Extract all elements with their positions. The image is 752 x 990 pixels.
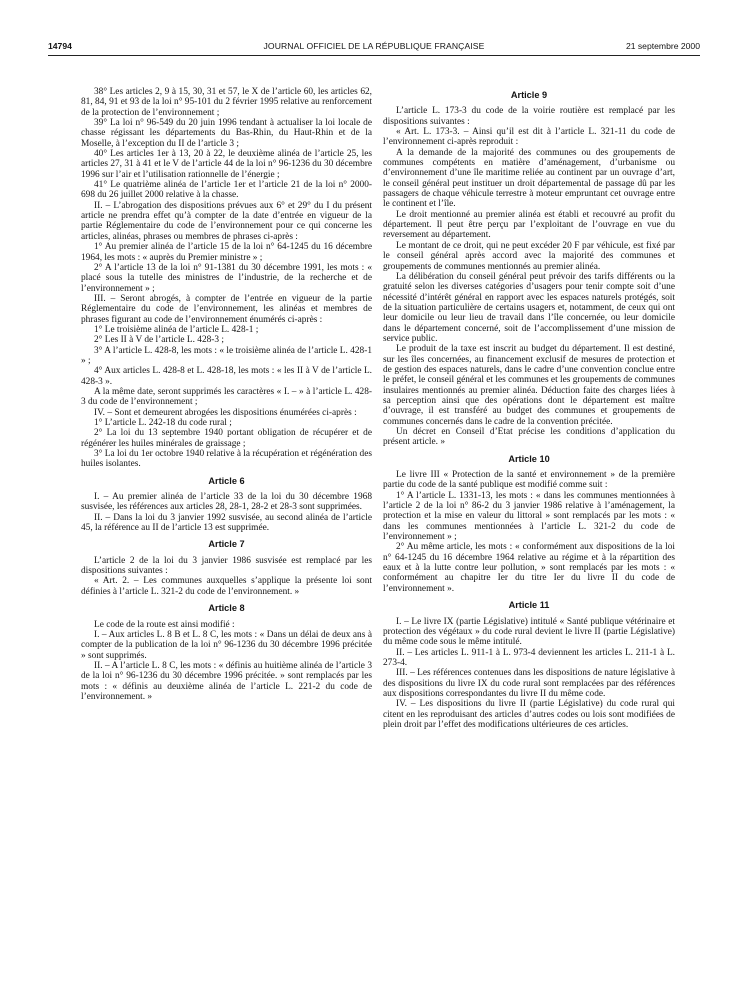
paragraph: II. – L’abrogation des dispositions prévues aux 6° et 29° du I du présent article ne prendra effet qu’à compter de la date d’entrée en vigueur de la partie Réglementaire du code de l’environnement pour ce qui concerne les articles, alinéas, phrases ou membres de phrases ci-après : bbox=[81, 200, 372, 242]
paragraph: 1° Le troisième alinéa de l’article L. 428-1 ; bbox=[94, 324, 259, 335]
paragraph: L’article L. 173-3 du code de la voirie routière est remplacé par les dispositions suivantes : bbox=[383, 106, 675, 127]
paragraph: A la demande de la majorité des communes ou des groupements de communes compétents en matière d’aménagement, d’urbanisme ou d’environnement d’une île maritime reliée au continent par un ouvrage d’art, le conseil général peut instituer un droit départemental de passage dû par les passagers de chaque véhicule terrestre à moteur empruntant cet ouvrage entre le continent et l’île. bbox=[383, 147, 675, 210]
paragraph: 1° L’article L. 242-18 du code rural ; bbox=[94, 418, 232, 428]
paragraph: « Art. 2. – Les communes auxquelles s’applique la présente loi sont définies à l’article L. 321-2 du code de l’environnement. » bbox=[81, 576, 372, 597]
paragraph: 39° La loi n° 96-549 du 20 juin 1996 tendant à actualiser la loi locale de chasse régissant les départements du Bas-Rhin, du Haut-Rhin et de la Moselle, à l’exception du II de l’article 3 ; bbox=[81, 118, 372, 149]
publication-date: 21 septembre 2000 bbox=[625, 41, 700, 51]
paragraph: 3° A l’article L. 428-8, les mots : « le troisième alinéa de l’article L. 428-1 » ; bbox=[81, 345, 372, 366]
paragraph: III. – Seront abrogés, à compter de l’entrée en vigueur de la partie Réglementaire du code de l’environnement, les alinéas et membres de phrases figurant au code de l’environnement énumérés ci-après : bbox=[81, 293, 372, 325]
right-column bbox=[383, 87, 675, 730]
paragraph: Le livre III « Protection de la santé et environnement » de la première partie du code de la santé publique est modifié comme suit : bbox=[383, 470, 675, 491]
paragraph: La délibération du conseil général peut prévoir des tarifs différents ou la gratuité selon les diverses catégories d’usagers pour tenir compte soit d’une nécessité d’intérêt général en rapport avec les espaces naturels protégés, soit de la situation particulière de certains usagers et, notamment, de ceux qui ont leur domicile ou leur lieu de travail dans l’île concernée, ou leur domicile dans le département concerné, soit de l’accomplissement d’une mission de service public. bbox=[383, 271, 675, 344]
paragraph: I. – Le livre IX (partie Législative) intitulé « Santé publique vétérinaire et protection des végétaux » du code rural devient le livre II (partie Législative) du même code sous le même intitulé. bbox=[383, 616, 675, 648]
paragraph: 40° Les articles 1er à 13, 20 à 22, le deuxième alinéa de l’article 25, les articles 27, 31 à 41 et le V de l’article 44 de la loi n° 96-1236 du 30 décembre 1996 sur l’air et l’utilisation rationnelle de l’énergie ; bbox=[81, 149, 372, 180]
paragraph: IV. – Sont et demeurent abrogées les dispositions énumérées ci-après : bbox=[94, 407, 357, 418]
paragraph: 2° A l’article 13 de la loi n° 91-1381 du 30 décembre 1991, les mots : « placé sous la tutelle des ministres de l’industrie, de la recherche et de l’environnement » ; bbox=[81, 262, 372, 294]
paragraph: Le droit mentionné au premier alinéa est établi et recouvré au profit du département. Il peut être perçu par l’exploitant de l’ouvrage en vue du reversement au département. bbox=[383, 209, 675, 241]
article-heading: Article 7 bbox=[208, 539, 245, 550]
paragraph: Un décret en Conseil d’Etat précise les conditions d’application du présent article. » bbox=[383, 427, 675, 448]
paragraph: I. – Au premier alinéa de l’article 33 de la loi du 30 décembre 1968 susvisée, les références aux articles 28, 28-1, 28-2 et 28-3 sont supprimées. bbox=[81, 492, 372, 513]
page-number: 14794 bbox=[48, 41, 72, 51]
journal-title: JOURNAL OFFICIEL DE LA RÉPUBLIQUE FRANÇAISE bbox=[263, 41, 485, 51]
paragraph: 38° Les articles 2, 9 à 15, 30, 31 et 57, le X de l’article 60, les articles 62, 81, 84, 91 et 93 de la loi n° 95-101 du 2 février 1995 relative au renforcement de la protection de l’environnement ; bbox=[81, 87, 372, 118]
paragraph: 4° Aux articles L. 428-8 et L. 428-18, les mots : « les II à V de l’article L. 428-3 ». bbox=[81, 366, 372, 387]
left-column bbox=[81, 87, 372, 702]
paragraph: 2° Les II à V de l’article L. 428-3 ; bbox=[94, 335, 225, 346]
article-heading: Article 10 bbox=[508, 453, 550, 464]
paragraph: II. – A l’article L. 8 C, les mots : « définis au huitième alinéa de l’article 3 de la loi n° 96-1236 du 30 décembre 1996 précitée. » sont remplacés par les mots : « définis au deuxième alinéa de l’article L. 221-2 du code de l’environnement. » bbox=[81, 660, 372, 702]
page-header bbox=[48, 41, 700, 55]
paragraph: 2° La loi du 13 septembre 1940 portant obligation de récupérer et de régénérer les huiles minérales de graissage ; bbox=[81, 428, 372, 449]
paragraph: « Art. L. 173-3. – Ainsi qu’il est dit à l’article L. 321-11 du code de l’environnement ci-après reproduit : bbox=[383, 127, 675, 148]
paragraph: Le montant de ce droit, qui ne peut excéder 20 F par véhicule, est fixé par le conseil général après accord avec la majorité des communes et groupements de communes mentionnés au premier alinéa. bbox=[383, 240, 675, 272]
paragraph: 2° Au même article, les mots : « conformément aux dispositions de la loi n° 64-1245 du 16 décembre 1964 relative au régime et à la répartition des eaux et à la lutte contre leur pollution, » sont remplacés par les mots : « conformément au chapitre Ier du titre Ier du livre II du code de l’environnement ». bbox=[383, 542, 675, 594]
paragraph: 1° A l’article L. 1331-13, les mots : « dans les communes mentionnées à l’article 2 de la loi n° 86-2 du 3 janvier 1986 relative à l’aménagement, la protection et la mise en valeur du littoral » sont remplacés par les mots : « dans les communes mentionnées à l’article L. 321-2 du code de l’environnement » ; bbox=[383, 490, 675, 543]
paragraph: Le produit de la taxe est inscrit au budget du département. Il est destiné, sur les îles concernées, au financement exclusif de mesures de protection et de gestion des espaces naturels, dans le cadre d’une convention conclue entre le préfet, le conseil général et les communes et les groupements de communes insulaires mentionnés au premier alinéa. Déduction faite des charges liées à sa perception ainsi que des opérations dont le département est maître d’ouvrage, il est transféré au budget des communes et groupements de communes concernés dans le cadre de la convention précitée. bbox=[383, 344, 675, 427]
article-heading: Article 9 bbox=[510, 90, 548, 100]
paragraph: III. – Les références contenues dans les dispositions de nature législative à des dispositions du livre IX du code rural sont remplacées par des références aux dispositions correspondantes du livre II du même code. bbox=[383, 668, 675, 699]
article-heading: Article 6 bbox=[208, 475, 245, 486]
paragraph: A la même date, seront supprimés les caractères « I. – » à l’article L. 428-3 du code de l’environnement ; bbox=[81, 386, 372, 408]
paragraph: L’article 2 de la loi du 3 janvier 1986 susvisée est remplacé par les dispositions suivantes : bbox=[81, 555, 372, 577]
header-rule bbox=[48, 55, 700, 56]
article-heading: Article 11 bbox=[508, 600, 550, 611]
article-heading: Article 8 bbox=[208, 603, 245, 614]
paragraph: Le code de la route est ainsi modifié : bbox=[94, 619, 235, 630]
paragraph: II. – Les articles L. 911-1 à L. 973-4 deviennent les articles L. 211-1 à L. 273-4. bbox=[383, 647, 675, 668]
paragraph: 1° Au premier alinéa de l’article 15 de la loi n° 64-1245 du 16 décembre 1964, les mots : « auprès du Premier ministre » ; bbox=[81, 242, 372, 263]
paragraph: IV. – Les dispositions du livre II (partie Législative) du code rural qui citent en les reproduisant des articles d’autres codes ou lois sont modifiées de plein droit par l’effet des modifications ultérieures de ces articles. bbox=[383, 699, 675, 730]
paragraph: 41° Le quatrième alinéa de l’article 1er et l’article 21 de la loi n° 2000-698 du 26 juillet 2000 relative à la chasse. bbox=[81, 180, 372, 201]
paragraph: 3° La loi du 1er octobre 1940 relative à la récupération et régénération des huiles isolantes. bbox=[81, 449, 372, 470]
paragraph: I. – Aux articles L. 8 B et L. 8 C, les mots : « Dans un délai de deux ans à compter de la publication de la loi n° 96-1236 du 30 décembre 1996 précitée » sont supprimés. bbox=[81, 629, 372, 661]
paragraph: II. – Dans la loi du 3 janvier 1992 susvisée, au second alinéa de l’article 45, la référence au II de l’article 13 est supprimée. bbox=[81, 512, 372, 534]
